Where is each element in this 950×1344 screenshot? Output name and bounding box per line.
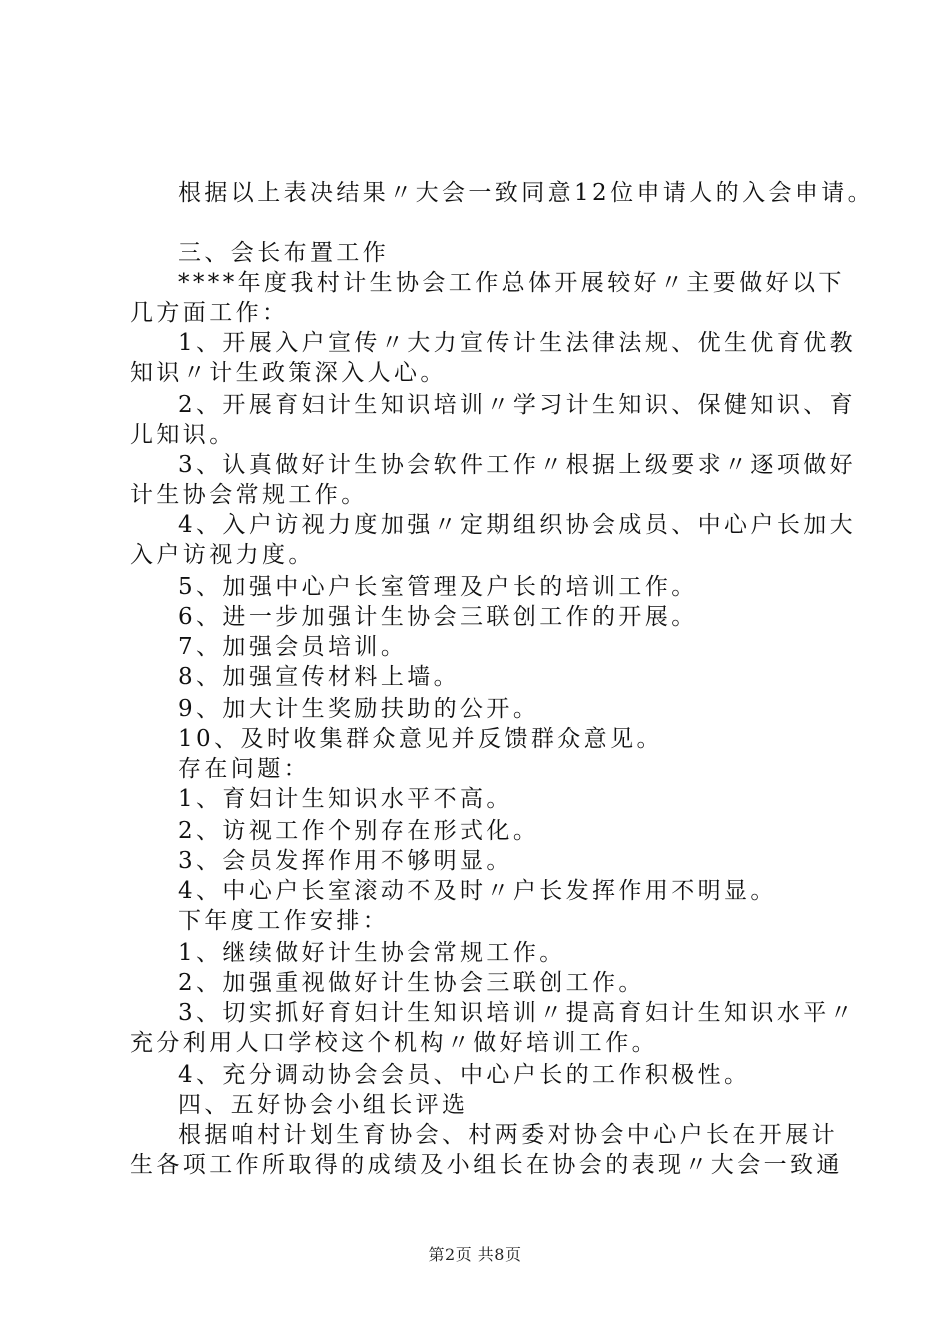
paragraph-line: 几方面工作： (130, 300, 289, 326)
list-item: 4、充分调动协会会员、中心户长的工作积极性。 (178, 1062, 751, 1088)
list-item: 2、加强重视做好计生协会三联创工作。 (178, 970, 645, 996)
section-heading-3: 三、会长布置工作 (178, 240, 390, 266)
list-item-line: 充分利用人口学校这个机构〃做好培训工作。 (130, 1030, 658, 1056)
list-item: 7、加强会员培训。 (178, 634, 408, 660)
list-item: 10、及时收集群众意见并反馈群众意见。 (178, 726, 663, 752)
paragraph-resolution-result: 根据以上表决结果〃大会一致同意12位申请人的入会申请。 (178, 180, 875, 206)
list-item-line: 1、开展入户宣传〃大力宣传计生法律法规、优生优育优教 (178, 330, 857, 356)
list-item-line: 计生协会常规工作。 (130, 482, 368, 508)
list-item-line: 4、入户访视力度加强〃定期组织协会成员、中心户长加大 (178, 512, 857, 538)
list-item: 5、加强中心户长室管理及户长的培训工作。 (178, 574, 698, 600)
paragraph-line: 生各项工作所取得的成绩及小组长在协会的表现〃大会一致通 (130, 1152, 843, 1178)
subheading-next-year: 下年度工作安排： (178, 908, 390, 934)
list-item-line: 2、开展育妇计生知识培训〃学习计生知识、保健知识、育 (178, 392, 857, 418)
list-item-line: 3、切实抓好育妇计生知识培训〃提高育妇计生知识水平〃 (178, 1000, 857, 1026)
page-number-footer: 第2页 共8页 (428, 1245, 522, 1264)
list-item: 9、加大计生奖励扶助的公开。 (178, 696, 540, 722)
list-item-line: 知识〃计生政策深入人心。 (130, 360, 447, 386)
subheading-issues: 存在问题： (178, 756, 310, 782)
list-item-line: 入户访视力度。 (130, 542, 315, 568)
list-item: 4、中心户长室滚动不及时〃户长发挥作用不明显。 (178, 878, 777, 904)
paragraph-line: 根据咱村计划生育协会、村两委对协会中心户长在开展计 (178, 1122, 838, 1148)
list-item: 3、会员发挥作用不够明显。 (178, 848, 513, 874)
list-item: 1、育妇计生知识水平不高。 (178, 786, 513, 812)
list-item: 2、访视工作个别存在形式化。 (178, 818, 540, 844)
list-item: 6、进一步加强计生协会三联创工作的开展。 (178, 604, 698, 630)
list-item-line: 3、认真做好计生协会软件工作〃根据上级要求〃逐项做好 (178, 452, 857, 478)
list-item: 8、加强宣传材料上墙。 (178, 664, 461, 690)
list-item-line: 儿知识。 (130, 422, 236, 448)
list-item: 1、继续做好计生协会常规工作。 (178, 940, 566, 966)
section-heading-4: 四、五好协会小组长评选 (178, 1092, 469, 1118)
paragraph-line: ****年度我村计生协会工作总体开展较好〃主要做好以下 (178, 270, 845, 296)
